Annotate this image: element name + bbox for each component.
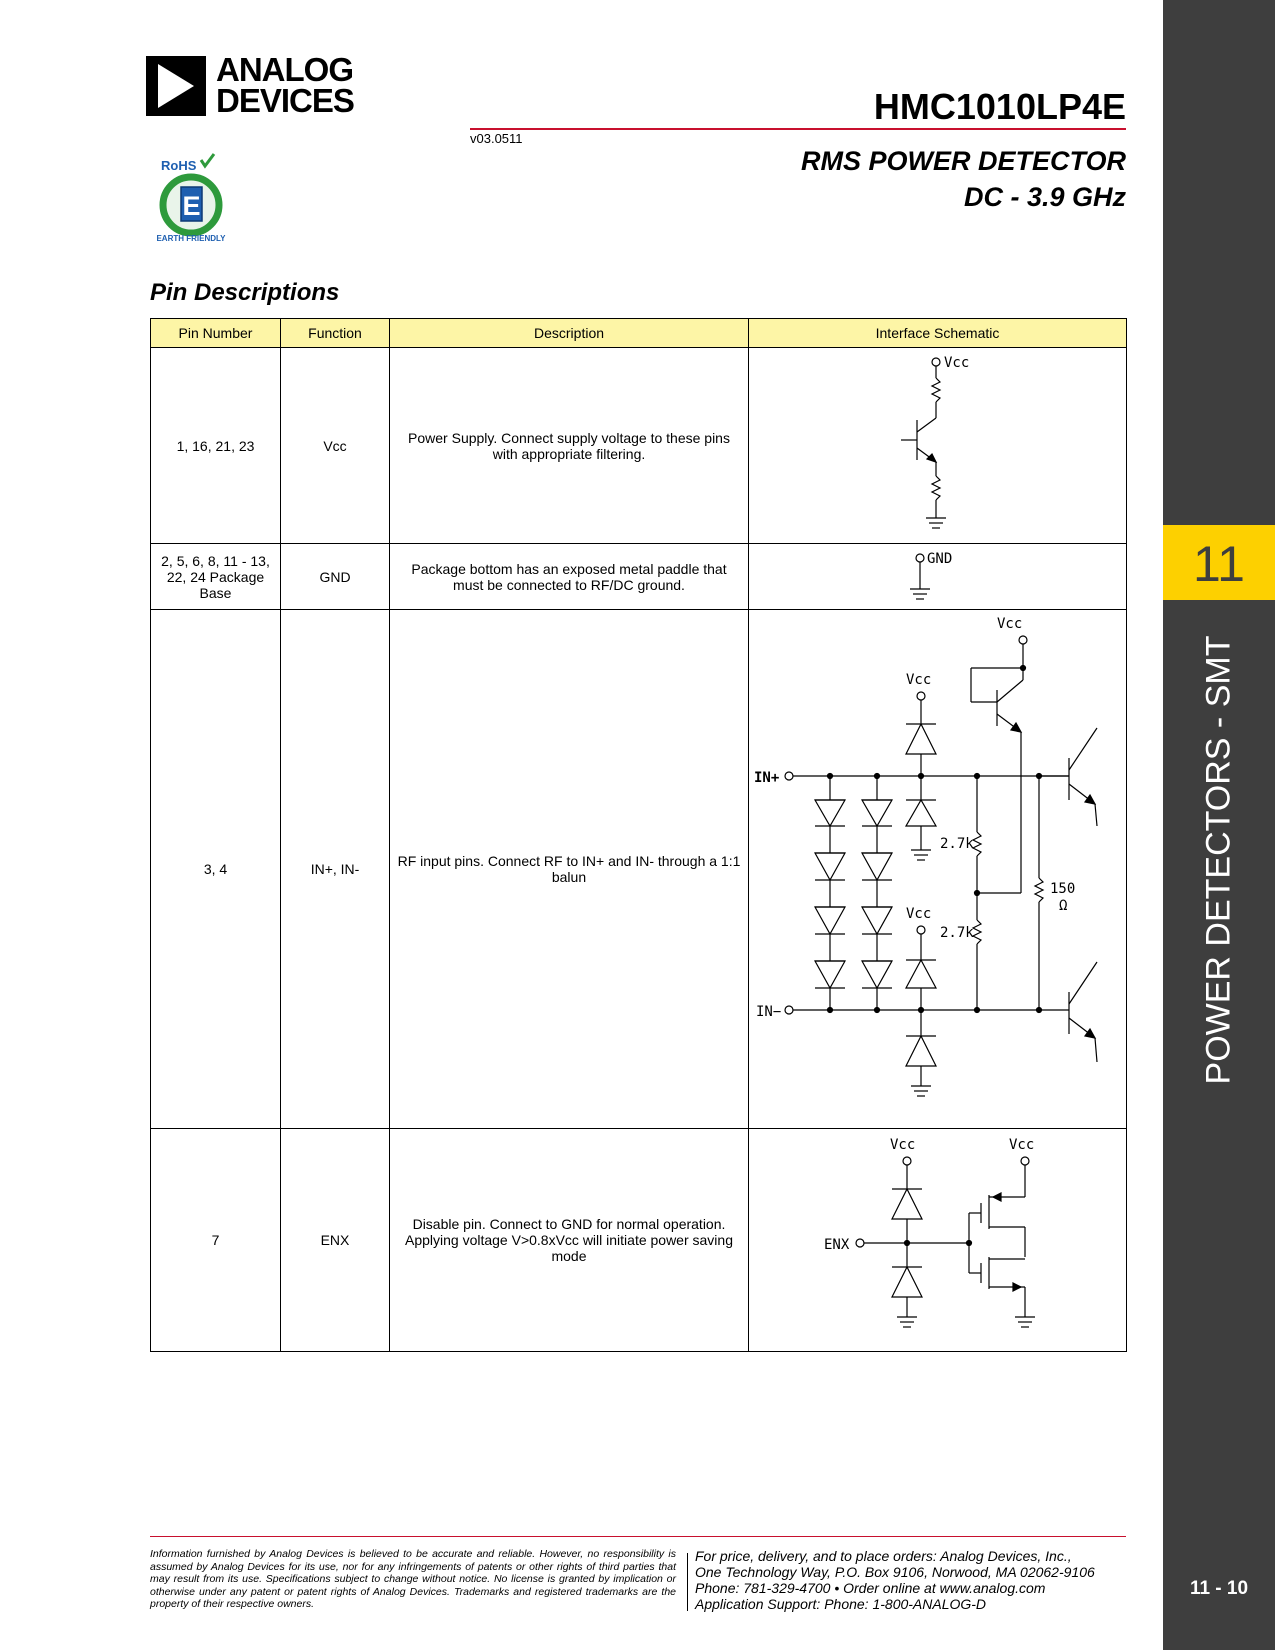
rf-input-schematic bbox=[749, 610, 1127, 1128]
vcc-label-mid: Vcc bbox=[906, 672, 932, 688]
description-cell: Package bottom has an exposed metal paddle that must be connected to RF/DC ground. bbox=[390, 544, 749, 610]
subtitle-line-2: DC - 3.9 GHz bbox=[963, 182, 1126, 212]
chapter-title: POWER DETECTORS - SMT bbox=[1199, 635, 1238, 1085]
table-header-row bbox=[151, 319, 1127, 348]
vcc-label-left: Vcc bbox=[890, 1137, 916, 1153]
description-cell: Disable pin. Connect to GND for normal operation. Applying voltage V>0.8xVcc will initiate power saving mode bbox=[390, 1129, 749, 1352]
in-plus-label: IN+ bbox=[754, 770, 780, 786]
part-number-title: HMC1010LP4E bbox=[873, 86, 1126, 127]
vcc-label-low: Vcc bbox=[906, 906, 932, 922]
resistor-2-7k-lower: 2.7k bbox=[940, 925, 974, 941]
header-description: Description bbox=[390, 319, 749, 348]
brand-line-2: DEVICES bbox=[216, 82, 354, 119]
logo-triangle-icon bbox=[146, 56, 206, 116]
schematic-cell bbox=[749, 1129, 1127, 1352]
function-cell: ENX bbox=[281, 1129, 390, 1352]
contact-line: Phone: 781-329-4700 • Order online at www.analog.com bbox=[695, 1580, 1046, 1596]
resistor-150-value: 150 bbox=[1050, 881, 1076, 897]
pin-descriptions-table bbox=[150, 318, 1127, 1352]
footer-rule bbox=[150, 1536, 1126, 1537]
pin-number-cell: 3, 4 bbox=[151, 610, 281, 1129]
subtitle-line-1: RMS POWER DETECTOR bbox=[800, 146, 1126, 176]
vcc-label: Vcc bbox=[944, 355, 970, 371]
function-cell: Vcc bbox=[281, 348, 390, 544]
schematic-cell bbox=[749, 348, 1127, 544]
in-minus-label: IN− bbox=[756, 1004, 782, 1020]
footer-divider bbox=[687, 1553, 688, 1611]
document-version: v03.0511 bbox=[470, 131, 523, 146]
function-cell: GND bbox=[281, 544, 390, 610]
check-icon bbox=[201, 154, 214, 166]
description-cell: RF input pins. Connect RF to IN+ and IN- through a 1:1 balun bbox=[390, 610, 749, 1129]
legal-disclaimer: Information furnished by Analog Devices is believed to be accurate and reliable. However, no responsibility is assumed by Analog Devices for its use, nor for any infringements of patents or other rights of third parties that may result from its use. Specifications subject to change without notice. No license is granted by implication or otherwise under any patent or patent rights of Analog Devices. Trademarks and registered trademarks are the property of their respective owners. bbox=[150, 1548, 676, 1610]
resistor-2-7k-upper: 2.7k bbox=[940, 836, 974, 852]
table-row bbox=[151, 544, 1127, 610]
table-row bbox=[151, 610, 1127, 1129]
header-interface-schematic: Interface Schematic bbox=[749, 319, 1127, 348]
vcc-schematic bbox=[749, 348, 1127, 543]
vcc-label-right: Vcc bbox=[1009, 1137, 1035, 1153]
contact-line: For price, delivery, and to place orders: Analog Devices, Inc., bbox=[695, 1548, 1072, 1564]
contact-info bbox=[695, 1548, 1127, 1612]
table-row bbox=[151, 348, 1127, 544]
rohs-caption: EARTH FRIENDLY bbox=[156, 234, 226, 243]
chapter-number: 11 bbox=[1193, 536, 1245, 592]
rohs-letter: E bbox=[182, 191, 201, 221]
vcc-label-top: Vcc bbox=[997, 616, 1023, 632]
header-function: Function bbox=[281, 319, 390, 348]
contact-line: One Technology Way, P.O. Box 9106, Norwood, MA 02062-9106 bbox=[695, 1564, 1095, 1580]
header-rule bbox=[470, 128, 1126, 130]
enx-label: ENX bbox=[824, 1237, 850, 1253]
logo-wordmark bbox=[216, 51, 354, 119]
table-row bbox=[151, 1129, 1127, 1352]
gnd-schematic bbox=[749, 544, 1127, 609]
schematic-cell bbox=[749, 610, 1127, 1129]
rohs-label: RoHS bbox=[161, 158, 197, 173]
diode-stack-2 bbox=[862, 800, 892, 1010]
section-title: Pin Descriptions bbox=[150, 279, 340, 306]
analog-devices-logo bbox=[146, 51, 371, 120]
gnd-label: GND bbox=[927, 551, 953, 567]
enx-schematic bbox=[749, 1129, 1127, 1351]
resistor-150-unit: Ω bbox=[1059, 898, 1068, 914]
product-subtitle bbox=[801, 143, 1126, 215]
page-number: 11 - 10 bbox=[1189, 1578, 1249, 1599]
description-cell: Power Supply. Connect supply voltage to these pins with appropriate filtering. bbox=[390, 348, 749, 544]
brand-line-1: ANALOG bbox=[216, 51, 353, 88]
chapter-tab bbox=[1163, 525, 1275, 600]
pin-number-cell: 2, 5, 6, 8, 11 - 13, 22, 24 Package Base bbox=[151, 544, 281, 610]
rohs-earth-friendly-badge bbox=[146, 152, 236, 244]
header-pin-number: Pin Number bbox=[151, 319, 281, 348]
pin-number-cell: 7 bbox=[151, 1129, 281, 1352]
schematic-cell bbox=[749, 544, 1127, 610]
diode-stack-1 bbox=[815, 800, 845, 1010]
pin-number-cell: 1, 16, 21, 23 bbox=[151, 348, 281, 544]
function-cell: IN+, IN- bbox=[281, 610, 390, 1129]
contact-line: Application Support: Phone: 1-800-ANALOG-D bbox=[695, 1596, 987, 1612]
